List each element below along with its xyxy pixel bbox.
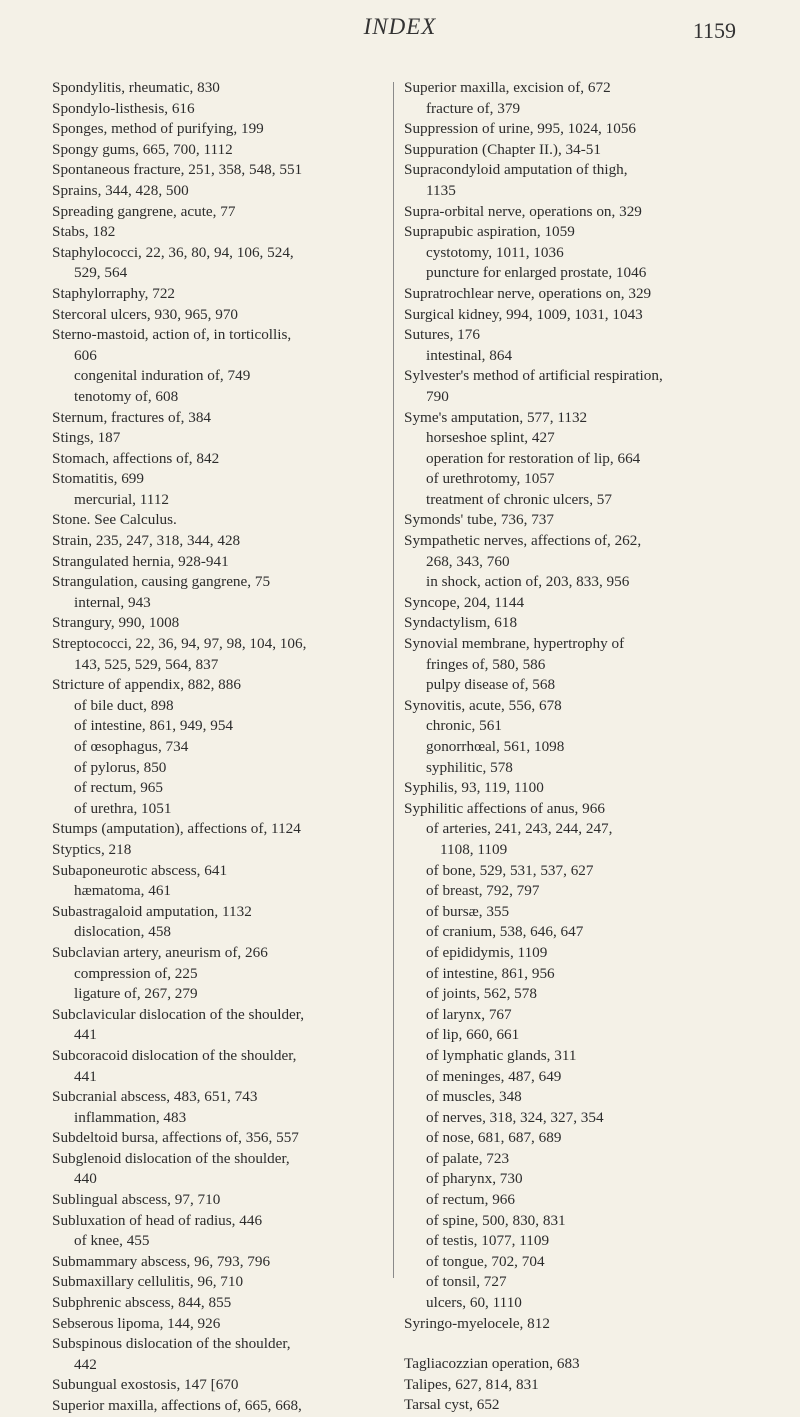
- index-entry: Sponges, method of purifying, 199: [52, 120, 264, 138]
- index-entry: Sternum, fractures of, 384: [52, 408, 212, 426]
- index-subentry: of intestine, 861, 949, 954: [74, 717, 234, 735]
- index-subentry: of urethrotomy, 1057: [426, 470, 555, 488]
- index-entry: Subspinous dislocation of the shoulder,: [52, 1335, 291, 1353]
- index-column-right: [404, 78, 774, 1416]
- index-entry: Subphrenic abscess, 844, 855: [52, 1294, 232, 1312]
- index-subentry: of meninges, 487, 649: [426, 1067, 562, 1085]
- index-subentry: of rectum, 965: [74, 779, 163, 797]
- index-subentry: fracture of, 379: [426, 99, 521, 117]
- index-entry: Subluxation of head of radius, 446: [52, 1211, 263, 1229]
- index-subentry: pulpy disease of, 568: [426, 676, 556, 694]
- index-entry: Syndactylism, 618: [404, 614, 518, 632]
- index-subentry: hæmatoma, 461: [74, 882, 172, 900]
- index-entry: Subclavian artery, aneurism of, 266: [52, 943, 268, 961]
- index-subentry: of bile duct, 898: [74, 696, 174, 714]
- index-entry: Subglenoid dislocation of the shoulder,: [52, 1149, 290, 1167]
- index-entry: Stomatitis, 699: [52, 470, 144, 488]
- index-entry: Sebserous lipoma, 144, 926: [52, 1314, 221, 1332]
- index-subentry: mercurial, 1112: [74, 490, 170, 508]
- index-subentry: of spine, 500, 830, 831: [426, 1211, 566, 1229]
- index-entry: Subdeltoid bursa, affections of, 356, 557: [52, 1129, 299, 1147]
- column-divider: [393, 82, 394, 1278]
- index-entry: Subungual exostosis, 147 [670: [52, 1376, 239, 1394]
- index-entry: Sutures, 176: [404, 326, 480, 344]
- index-entry: Sylvester's method of artificial respiration,: [404, 367, 663, 385]
- index-entry: Synovial membrane, hypertrophy of: [404, 635, 625, 653]
- index-entry-continuation: 143, 525, 529, 564, 837: [74, 655, 219, 673]
- index-column-left: [52, 78, 392, 1417]
- index-subentry: 1108, 1109: [440, 840, 508, 858]
- index-subentry: dislocation, 458: [74, 923, 172, 941]
- index-entry-continuation: 529, 564: [74, 264, 128, 282]
- index-subentry: of nose, 681, 687, 689: [426, 1129, 562, 1147]
- index-entry: Supratrochlear nerve, operations on, 329: [404, 284, 652, 302]
- index-entry-continuation: 440: [74, 1170, 97, 1188]
- index-subentry: of tongue, 702, 704: [426, 1252, 545, 1270]
- index-subentry: of nerves, 318, 324, 327, 354: [426, 1108, 604, 1126]
- index-entry-continuation: 441: [74, 1026, 97, 1044]
- index-entry-continuation: 441: [74, 1067, 97, 1085]
- index-subentry: puncture for enlarged prostate, 1046: [426, 264, 647, 282]
- index-subentry: of pharynx, 730: [426, 1170, 523, 1188]
- index-subentry: compression of, 225: [74, 964, 198, 982]
- index-entry: Synovitis, acute, 556, 678: [404, 696, 562, 714]
- index-subentry: internal, 943: [74, 593, 151, 611]
- index-subentry: of muscles, 348: [426, 1088, 522, 1106]
- index-entry: Superior maxilla, affections of, 665, 668,: [52, 1397, 302, 1414]
- index-entry: Syncope, 204, 1144: [404, 593, 525, 611]
- index-subentry: syphilitic, 578: [426, 758, 513, 776]
- index-entry: Talipes, 627, 814, 831: [404, 1375, 539, 1393]
- index-entry: Streptococci, 22, 36, 94, 97, 98, 104, 106,: [52, 635, 307, 653]
- index-subentry: of bone, 529, 531, 537, 627: [426, 861, 594, 879]
- index-entry: Subaponeurotic abscess, 641: [52, 861, 228, 879]
- index-entry: Styptics, 218: [52, 840, 132, 858]
- index-entry: Subcranial abscess, 483, 651, 743: [52, 1088, 258, 1106]
- index-entry: Stomach, affections of, 842: [52, 449, 220, 467]
- index-subentry: of œsophagus, 734: [74, 738, 189, 755]
- running-title: INDEX: [363, 14, 437, 39]
- index-subentry: gonorrhœal, 561, 1098: [426, 738, 565, 755]
- index-subentry: treatment of chronic ulcers, 57: [426, 490, 612, 508]
- index-entry: Spongy gums, 665, 700, 1112: [52, 140, 233, 158]
- index-entry-continuation: 442: [74, 1355, 97, 1373]
- index-entry: Suppuration (Chapter II.), 34-51: [404, 140, 601, 158]
- index-subentry: of testis, 1077, 1109: [426, 1232, 550, 1250]
- index-subentry: of joints, 562, 578: [426, 985, 537, 1003]
- index-subentry: cystotomy, 1011, 1036: [426, 243, 564, 261]
- index-entry: Sterno-mastoid, action of, in torticollis,: [52, 326, 292, 344]
- index-entry: Surgical kidney, 994, 1009, 1031, 1043: [404, 305, 643, 323]
- page-header: [0, 14, 800, 54]
- index-subentry: of arteries, 241, 243, 244, 247,: [426, 820, 613, 838]
- index-entry: Subclavicular dislocation of the shoulder,: [52, 1005, 305, 1023]
- index-subentry: of epididymis, 1109: [426, 943, 548, 961]
- index-subentry: of knee, 455: [74, 1232, 150, 1250]
- index-entry-continuation: 606: [74, 346, 97, 364]
- index-entry: Stings, 187: [52, 429, 121, 447]
- index-entry: Sublingual abscess, 97, 710: [52, 1191, 221, 1209]
- index-subentry: of bursæ, 355: [426, 902, 510, 920]
- index-subentry: operation for restoration of lip, 664: [426, 449, 641, 467]
- index-entry: Staphylococci, 22, 36, 80, 94, 106, 524,: [52, 243, 294, 261]
- index-entry: Strain, 235, 247, 318, 344, 428: [52, 532, 241, 550]
- index-entry: Sprains, 344, 428, 500: [52, 181, 189, 199]
- index-entry: Tarsal cyst, 652: [404, 1396, 500, 1414]
- index-subentry: of intestine, 861, 956: [426, 964, 555, 982]
- index-entry: Submammary abscess, 96, 793, 796: [52, 1252, 271, 1270]
- index-subentry: of lip, 660, 661: [426, 1026, 520, 1044]
- index-subentry: inflammation, 483: [74, 1108, 187, 1126]
- index-entry: Strangury, 990, 1008: [52, 614, 180, 632]
- index-subentry: of cranium, 538, 646, 647: [426, 923, 584, 941]
- index-entry: Strangulation, causing gangrene, 75: [52, 573, 271, 591]
- index-subentry: of lymphatic glands, 311: [426, 1046, 577, 1064]
- index-entry-continuation: 1135: [426, 181, 456, 199]
- index-entry: Stone. See Calculus.: [52, 511, 177, 529]
- index-subentry: of urethra, 1051: [74, 799, 172, 817]
- index-entry: Tagliacozzian operation, 683: [404, 1355, 580, 1373]
- index-entry: Supra-orbital nerve, operations on, 329: [404, 202, 642, 220]
- section-gap: [404, 1334, 774, 1354]
- index-entry-continuation: 790: [426, 387, 449, 405]
- index-subentry: ulcers, 60, 1110: [426, 1294, 522, 1312]
- index-subentry: of tonsil, 727: [426, 1273, 507, 1291]
- page-number: 1159: [692, 18, 736, 43]
- index-entry: Stricture of appendix, 882, 886: [52, 676, 241, 694]
- index-entry: Sympathetic nerves, affections of, 262,: [404, 532, 642, 550]
- index-subentry: tenotomy of, 608: [74, 387, 179, 405]
- index-entry-continuation: 268, 343, 760: [426, 552, 510, 570]
- index-subentry: of palate, 723: [426, 1149, 510, 1167]
- index-entry: Syphilis, 93, 119, 1100: [404, 779, 544, 797]
- index-entry: Supracondyloid amputation of thigh,: [404, 161, 628, 179]
- index-subentry: in shock, action of, 203, 833, 956: [426, 573, 630, 591]
- index-entry: Suppression of urine, 995, 1024, 1056: [404, 120, 637, 138]
- index-entry: Suprapubic aspiration, 1059: [404, 223, 575, 241]
- index-subentry: of pylorus, 850: [74, 758, 167, 776]
- index-entry: Syme's amputation, 577, 1132: [404, 408, 588, 426]
- index-entry: Strangulated hernia, 928-941: [52, 552, 229, 570]
- index-entry: Stumps (amputation), affections of, 1124: [52, 820, 301, 838]
- index-entry-continuation: fringes of, 580, 586: [426, 655, 546, 673]
- index-entry: Stabs, 182: [52, 223, 116, 241]
- index-entry: Syringo-myelocele, 812: [404, 1314, 550, 1332]
- index-entry: Spondylo-listhesis, 616: [52, 99, 195, 117]
- index-subentry: chronic, 561: [426, 717, 502, 735]
- index-subentry: of rectum, 966: [426, 1191, 515, 1209]
- index-entry: Superior maxilla, excision of, 672: [404, 79, 611, 96]
- index-entry: Submaxillary cellulitis, 96, 710: [52, 1273, 244, 1291]
- index-subentry: of breast, 792, 797: [426, 882, 540, 900]
- index-entry: Staphylorraphy, 722: [52, 284, 176, 302]
- index-entry: Spontaneous fracture, 251, 358, 548, 551: [52, 161, 303, 179]
- index-subentry: congenital induration of, 749: [74, 367, 251, 385]
- index-entry: Syphilitic affections of anus, 966: [404, 799, 605, 817]
- index-subentry: of larynx, 767: [426, 1005, 512, 1023]
- index-subentry: intestinal, 864: [426, 346, 513, 364]
- index-entry: Subastragaloid amputation, 1132: [52, 902, 252, 920]
- index-subentry: horseshoe splint, 427: [426, 429, 555, 447]
- index-entry: Spreading gangrene, acute, 77: [52, 202, 236, 220]
- index-entry: Symonds' tube, 736, 737: [404, 511, 554, 529]
- index-entry: Stercoral ulcers, 930, 965, 970: [52, 305, 239, 323]
- index-entry: Spondylitis, rheumatic, 830: [52, 79, 220, 96]
- index-entry: Subcoracoid dislocation of the shoulder,: [52, 1046, 297, 1064]
- index-subentry: ligature of, 267, 279: [74, 985, 198, 1003]
